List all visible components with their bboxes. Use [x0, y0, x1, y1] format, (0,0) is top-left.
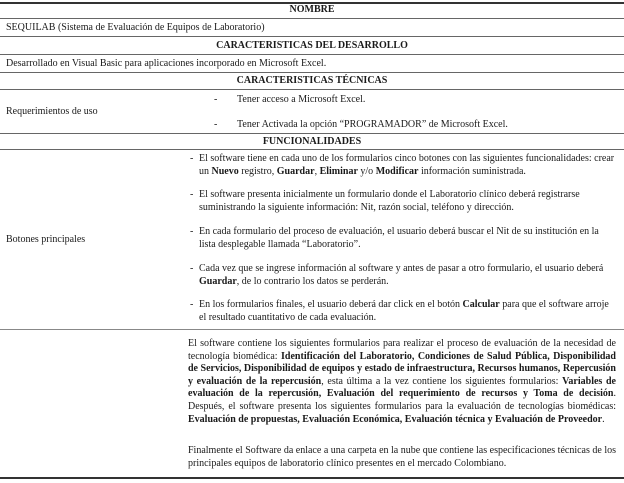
bold-text: Calcular: [462, 299, 500, 310]
text-segment: información suministrada.: [418, 165, 526, 177]
enlace-paragraph: [188, 445, 616, 470]
botones-item-text: [199, 299, 616, 324]
header-desarrollo: CARACTERISTICAS DEL DESARROLLO: [216, 40, 408, 51]
bold-text: Evaluación de propuestas, Evaluación Económica, Evaluación técnica y Evaluación de Proveedor: [188, 413, 603, 425]
header-funcionalidades: FUNCIONALIDADES: [262, 136, 362, 147]
text-segment: , de lo contrario los datos se perderán.: [236, 275, 389, 287]
text-segment: El software tiene en cada uno de los formularios cinco botones con las siguientes funcionalidades: crear un: [199, 153, 615, 177]
text-segment: .: [602, 413, 605, 425]
botones-item-text: [199, 263, 616, 288]
divider: [0, 89, 624, 90]
bullet-dash: -: [190, 226, 194, 237]
bullet-dash: -: [190, 263, 194, 274]
requerimiento-item: Tener acceso a Microsoft Excel.: [237, 94, 366, 105]
text-segment: y/o: [357, 165, 376, 177]
botones-item-text: [199, 226, 616, 251]
table-bottom-border: [0, 477, 624, 479]
text-segment: En cada formulario del proceso de evaluación, el usuario deberá buscar el Nit de su institución en la lista desplegable llamada “Laboratorio”.: [199, 226, 599, 250]
botones-item: [190, 153, 616, 178]
text-segment: En los formularios finales, el usuario deberá dar click en el botón: [199, 299, 463, 310]
header-nombre: NOMBRE: [289, 4, 335, 15]
divider: [0, 36, 624, 37]
text-segment: . Después, el software presenta los siguientes formularios para la evaluación de tecnologías biomédicas:: [188, 388, 616, 412]
botones-item-text: [199, 189, 616, 214]
divider: [0, 72, 624, 73]
botones-label: Botones principales: [6, 234, 86, 245]
bold-text: Nuevo: [211, 165, 239, 177]
divider: [0, 329, 624, 330]
bold-text: Modificar: [375, 165, 419, 177]
formularios-paragraph: [188, 338, 616, 426]
bold-text: Variables de evaluación de la repercusión, Evaluación del requerimiento de recursos y Toma de decisión: [188, 375, 616, 400]
requerimientos-label: Requerimientos de uso: [6, 106, 98, 117]
bold-text: Guardar: [199, 275, 237, 287]
bold-text: Identificación del Laboratorio, Condiciones de Salud Pública, Disponibilidad de Servicios, Disponibilidad de equipos y estado de infraestructura, Recursos humanos, Repercusión y evaluación de la repercusión: [188, 350, 616, 387]
botones-item: [190, 189, 616, 214]
botones-item: [190, 263, 616, 288]
text-segment: registro,: [238, 165, 277, 177]
text-segment: , esta última a la vez contiene los siguientes formularios:: [321, 375, 563, 387]
text-segment: para que el software arroje el resultado cuantitativo de cada evaluación.: [199, 299, 609, 323]
bullet-dash: -: [190, 189, 194, 200]
text-segment: El software contiene los siguientes formularios para realizar el proceso de evaluación de la necesidad de tecnología biomédica:: [188, 338, 616, 362]
text-segment: El software presenta inicialmente un formulario donde el Laboratorio clínico deberá registrarse suministrando la siguiente información: Nit, razón social, teléfono y dirección.: [199, 189, 580, 213]
divider: [0, 54, 624, 55]
bullet-dash: -: [214, 94, 218, 105]
bold-text: Guardar: [276, 165, 315, 177]
bullet-dash: -: [190, 299, 194, 310]
requerimiento-item: Tener Activada la opción “PROGRAMADOR” de Microsoft Excel.: [237, 119, 508, 130]
botones-item: [190, 226, 616, 251]
text-segment: ,: [314, 165, 320, 177]
botones-item-text: [199, 153, 616, 178]
text-segment: Finalmente el Software da enlace a una carpeta en la nube que contiene las especificaciones técnicas de los principales equipos de laboratorio clínico presentes en el mercado Colombiano.: [188, 445, 616, 469]
bold-text: Eliminar: [319, 165, 358, 177]
bullet-dash: -: [190, 153, 194, 164]
divider: [0, 18, 624, 19]
desarrollo-value: Desarrollado en Visual Basic para aplicaciones incorporado en Microsoft Excel.: [6, 58, 327, 69]
nombre-value: SEQUILAB (Sistema de Evaluación de Equipos de Laboratorio): [6, 22, 265, 33]
text-segment: Cada vez que se ingrese información al software y antes de pasar a otro formulario, el usuario deberá: [199, 263, 604, 274]
botones-item: [190, 299, 616, 324]
divider: [0, 133, 624, 134]
bullet-dash: -: [214, 119, 218, 130]
divider: [0, 149, 624, 150]
header-tecnicas: CARACTERISTICAS TÉCNICAS: [236, 75, 388, 86]
